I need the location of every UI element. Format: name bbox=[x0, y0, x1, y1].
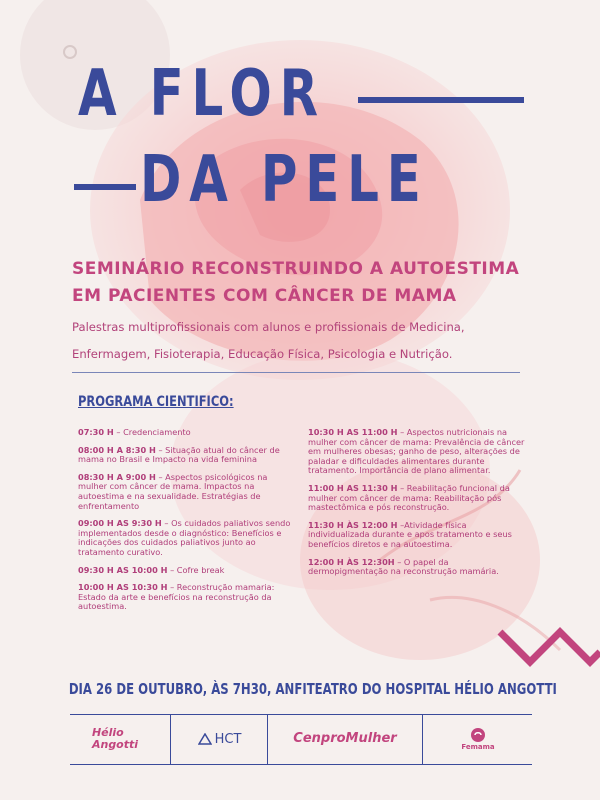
schedule-text: –Atividade física individualizada durante e apos tratamento e seus benefícios diretos e na autoestima. bbox=[308, 519, 512, 549]
title-decor-bar-2 bbox=[74, 184, 136, 190]
schedule-time: 10:00 H AS 10:30 H bbox=[78, 582, 168, 593]
schedule-text: – Aspectos psicológicos na mulher com câncer de mama. Impactos na autoestima e na sexualidade. Estratégias de enfrentamento bbox=[78, 471, 268, 511]
schedule-time: 08:00 H A 8:30 H bbox=[78, 444, 156, 455]
hct-logo bbox=[172, 714, 267, 764]
logo-separator bbox=[267, 714, 268, 764]
helio-angotti-logo-bottom: Angotti bbox=[91, 738, 139, 751]
femama-logo bbox=[424, 714, 532, 764]
subtitle-line-1: SEMINÁRIO RECONSTRUINDO A AUTOESTIMA bbox=[72, 259, 520, 279]
subtitle-line-2: EM PACIENTES COM CÂNCER DE MAMA bbox=[72, 286, 457, 306]
schedule-text: – Aspectos nutricionais na mulher com câncer de mama: Prevalência de câncer em mulheres obesas; ganho de peso, alterações de paladar e dificuldades alimentares durante tratamento. Importância de plano alimentar. bbox=[308, 427, 525, 476]
schedule-item bbox=[308, 521, 526, 550]
description bbox=[72, 314, 552, 368]
logo-separator bbox=[422, 714, 423, 764]
schedule-text: – Cofre break bbox=[167, 564, 225, 575]
hct-logo-text: HCT bbox=[214, 731, 242, 747]
schedule-time: 10:30 H AS 11:00 H bbox=[308, 427, 398, 437]
title-line-1: A FLOR bbox=[78, 57, 326, 131]
program-column-right bbox=[308, 428, 526, 585]
cenpro-mulher-logo-text: CenproMulher bbox=[293, 731, 397, 746]
schedule-time: 07:30 H bbox=[78, 427, 114, 437]
title-line-2: DA PELE bbox=[140, 143, 429, 217]
divider bbox=[72, 372, 520, 373]
helio-angotti-logo-top: Hélio bbox=[91, 726, 124, 739]
schedule-item bbox=[308, 484, 526, 513]
schedule-time: 09:30 H AS 10:00 H bbox=[78, 564, 168, 575]
event-details bbox=[0, 680, 600, 698]
schedule-text: – Reabilitação funcional da mulher com câncer de mama: Reabilitação pós mastectômica e pós reconstrução. bbox=[308, 482, 510, 513]
schedule-text: – O papel da dermopigmentação na reconstrução mamária. bbox=[308, 556, 499, 577]
femama-heart-icon bbox=[470, 727, 486, 743]
schedule-item bbox=[308, 558, 526, 577]
schedule-item bbox=[78, 446, 296, 465]
logo-separator bbox=[170, 714, 171, 764]
schedule-text: – Reconstrução mamaria: Estado da arte e benefícios na reconstrução da autoestima. bbox=[78, 582, 275, 612]
schedule-item bbox=[78, 473, 296, 511]
schedule-item bbox=[78, 428, 296, 438]
schedule-time: 08:30 H A 9:00 H bbox=[78, 471, 156, 482]
schedule-text: – Credenciamento bbox=[113, 427, 191, 437]
logos-bottom-line bbox=[70, 764, 532, 765]
triangle-icon bbox=[198, 733, 212, 745]
title-decor-bar-1 bbox=[358, 97, 524, 103]
cenpro-mulher-logo bbox=[269, 714, 421, 764]
schedule-time: 12:00 H ÀS 12:30H bbox=[308, 556, 395, 567]
schedule-item bbox=[78, 566, 296, 576]
program-column-left bbox=[78, 428, 296, 620]
program-heading: PROGRAMA CIENTIFICO: bbox=[78, 394, 234, 410]
schedule-text: – Situação atual do câncer de mama no Brasil e Impacto na vida feminina bbox=[78, 444, 280, 465]
schedule-time: 11:30 H ÀS 12:00 H bbox=[308, 519, 398, 530]
schedule-item bbox=[78, 519, 296, 557]
description-line-1: Palestras multiprofissionais com alunos e profissionais de Medicina, bbox=[72, 320, 465, 334]
seminar-subtitle bbox=[72, 256, 552, 310]
description-line-2: Enfermagem, Fisioterapia, Educação Física, Psicologia e Nutrição. bbox=[72, 347, 453, 361]
event-details-text: DIA 26 DE OUTUBRO, ÀS 7H30, ANFITEATRO DO HOSPITAL HÉLIO ANGOTTI bbox=[68, 680, 557, 698]
schedule-item bbox=[78, 583, 296, 612]
schedule-time: 09:00 H AS 9:30 H bbox=[78, 518, 162, 529]
sponsor-logos bbox=[70, 714, 532, 764]
helio-angotti-logo bbox=[70, 714, 160, 764]
schedule-text: – Os cuidados paliativos sendo implementados desde o diagnóstico: Benefícios e indicações dos cuidados paliativos junto ao tratamento curativo. bbox=[78, 518, 291, 557]
schedule-time: 11:00 H AS 11:30 H bbox=[308, 482, 398, 493]
schedule-item bbox=[308, 428, 526, 476]
femama-logo-text: Femama bbox=[461, 743, 495, 751]
